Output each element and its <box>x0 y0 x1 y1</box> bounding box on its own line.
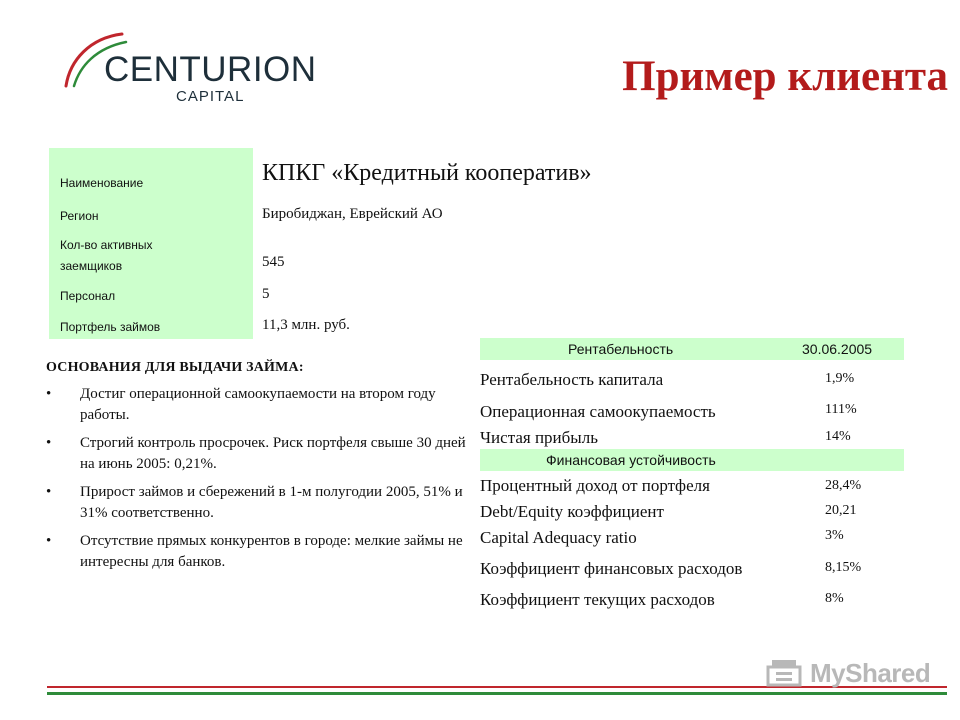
slide-title: Пример клиента <box>622 53 948 100</box>
reason-item: • Достиг операционной самоокупаемости на втором году работы. <box>46 384 466 426</box>
footer-green-line <box>47 692 947 695</box>
metric-value: 8% <box>825 591 844 606</box>
logo-wordmark: CENTURION <box>104 50 317 89</box>
metric-label: Рентабельность капитала <box>480 370 664 389</box>
label-staff: Персонал <box>60 289 116 303</box>
metric-value: 1,9% <box>825 371 855 386</box>
value-region: Биробиджан, Еврейский АО <box>262 206 443 222</box>
reasons-title: ОСНОВАНИЯ ДЛЯ ВЫДАЧИ ЗАЙМА: <box>46 360 304 375</box>
reason-item: • Прирост займов и сбережений в 1-м полугодии 2005, 51% и 31% соответственно. <box>46 482 466 524</box>
profitability-header-band <box>480 338 904 360</box>
metric-label: Capital Adequacy ratio <box>480 528 637 547</box>
profitability-date: 30.06.2005 <box>802 341 873 357</box>
metric-label: Коэффициент текущих расходов <box>480 590 715 609</box>
label-portfolio: Портфель займов <box>60 320 161 334</box>
label-borrowers-line2: заемщиков <box>60 259 123 273</box>
label-region: Регион <box>60 209 99 223</box>
watermark-icon <box>766 658 806 692</box>
value-portfolio: 11,3 млн. руб. <box>262 317 350 333</box>
metric-label: Операционная самоокупаемость <box>480 402 716 421</box>
metric-label: Debt/Equity коэффициент <box>480 502 664 521</box>
logo-subtitle: CAPITAL <box>176 88 245 105</box>
metric-label: Коэффициент финансовых расходов <box>480 559 743 578</box>
value-borrowers: 545 <box>262 254 285 270</box>
stability-header-band <box>480 449 904 471</box>
metric-value: 111% <box>825 402 857 417</box>
metric-value: 28,4% <box>825 478 862 493</box>
label-borrowers-line1: Кол-во активных <box>60 238 153 252</box>
metric-value: 8,15% <box>825 560 862 575</box>
label-name: Наименование <box>60 176 144 190</box>
reasons-list <box>46 384 466 580</box>
metric-label: Процентный доход от портфеля <box>480 476 710 495</box>
reason-item: • Отсутствие прямых конкурентов в городе: мелкие займы не интересны для банков. <box>46 531 466 573</box>
value-staff: 5 <box>262 286 270 302</box>
metric-value: 20,21 <box>825 503 857 518</box>
metric-label: Чистая прибыль <box>480 428 598 447</box>
reason-item: • Строгий контроль просрочек. Риск портфеля свыше 30 дней на июнь 2005: 0,21%. <box>46 433 466 475</box>
value-name: КПКГ «Кредитный кооператив» <box>262 160 592 186</box>
watermark-text: MyShared <box>810 658 931 688</box>
metric-value: 3% <box>825 528 844 543</box>
metric-value: 14% <box>825 429 851 444</box>
stability-header: Финансовая устойчивость <box>546 452 716 468</box>
profitability-header: Рентабельность <box>568 341 674 357</box>
